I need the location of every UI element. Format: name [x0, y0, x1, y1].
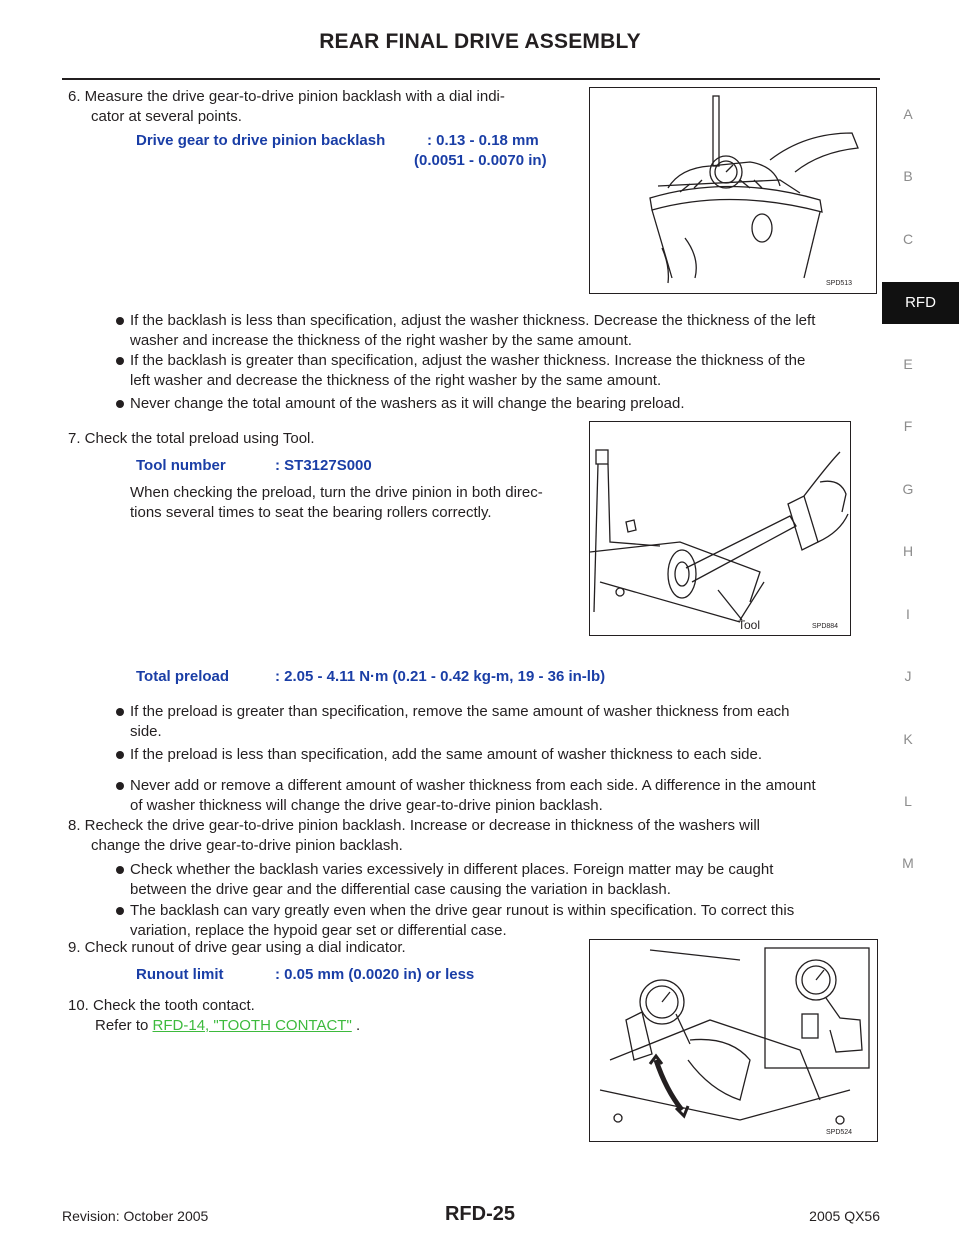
tooth-contact-link[interactable]: RFD-14, "TOOTH CONTACT" [152, 1017, 352, 1034]
figure-label-tool: Tool [738, 618, 761, 632]
side-index-c[interactable]: C [902, 231, 914, 247]
bullet-never-add-remove: Never add or remove a different amount of washer thickness from each side. A difference in the amount of washer thickness will change the drive gear-to-drive pinion backlash. [130, 776, 880, 816]
total-preload-label: Total preload [136, 668, 230, 685]
side-index-l[interactable]: L [904, 793, 912, 809]
refer-suffix: . [355, 1017, 361, 1034]
runout-limit-label: Runout limit [136, 966, 224, 983]
step-6-line2: cator at several points. [91, 108, 242, 125]
side-index-a[interactable]: A [903, 106, 913, 122]
step-7-line1: 7. Check the total preload using Tool. [68, 430, 315, 447]
tool-number-label: Tool number [136, 457, 226, 474]
step-8-line2: change the drive gear-to-drive pinion backlash. [91, 837, 403, 854]
footer-revision: Revision: October 2005 [62, 1208, 209, 1224]
bullet-preload-greater: If the preload is greater than specification, remove the same amount of washer thickness from each side. [130, 702, 880, 742]
runout-limit-value: : 0.05 mm (0.0020 in) or less [275, 966, 475, 983]
backlash-spec-value-mm: : 0.13 - 0.18 mm [427, 132, 539, 149]
backlash-spec-label: Drive gear to drive pinion backlash [136, 132, 386, 149]
step-10-line1: 10. Check the tooth contact. [68, 997, 255, 1014]
step-6-line1: 6. Measure the drive gear-to-drive pinion backlash with a dial indi- [68, 88, 505, 105]
bullet-backlash-less: If the backlash is less than specification, adjust the washer thickness. Decrease the thickness of the left washer and increase the thickness of the right washer by the same amount. [130, 311, 880, 351]
step-9-line1: 9. Check runout of drive gear using a dial indicator. [68, 939, 406, 956]
side-index-k[interactable]: K [903, 731, 913, 747]
header-rule [62, 78, 880, 80]
figure-code-spd513: SPD513 [826, 280, 853, 287]
step-7-note-line1: When checking the preload, turn the drive pinion in both direc- [130, 484, 543, 501]
side-index-e[interactable]: E [903, 356, 913, 372]
side-index-h[interactable]: H [902, 543, 914, 559]
footer-model: 2005 QX56 [809, 1208, 880, 1224]
backlash-spec-value-in: (0.0051 - 0.0070 in) [414, 152, 547, 169]
bullet-never-change-washers: Never change the total amount of the washers as it will change the bearing preload. [130, 394, 880, 414]
figure-runout-dial-indicator [589, 939, 878, 1142]
bullet-backlash-greater: If the backlash is greater than specification, adjust the washer thickness. Increase the thickness of the left washer and decrease the thickness of the right washer by the same amount. [130, 351, 880, 391]
tool-number-value: : ST3127S000 [275, 457, 372, 474]
footer-page-number: RFD-25 [444, 1203, 515, 1225]
side-index-m[interactable]: M [902, 855, 914, 871]
figure-code-spd884: SPD884 [812, 623, 839, 630]
step-8-line1: 8. Recheck the drive gear-to-drive pinion backlash. Increase or decrease in thickness of the washers will [68, 817, 761, 834]
figure-dial-indicator-backlash [589, 87, 877, 294]
side-index-rfd-active[interactable]: RFD [882, 282, 959, 324]
side-index-b[interactable]: B [903, 168, 913, 184]
preload-check-illustration [590, 422, 850, 635]
bullet-backlash-vary-greatly: The backlash can vary greatly even when the drive gear runout is within specification. To correct this variation, replace the hypoid gear set or differential case. [130, 901, 880, 941]
side-index-f[interactable]: F [903, 418, 913, 434]
side-index-g[interactable]: G [902, 481, 914, 497]
step-10-refer [95, 1016, 360, 1036]
backlash-measurement-illustration [590, 88, 876, 293]
side-index-i[interactable]: I [906, 606, 910, 622]
page-title: REAR FINAL DRIVE ASSEMBLY [319, 30, 641, 53]
step-7-note-line2: tions several times to seat the bearing rollers correctly. [130, 504, 492, 521]
bullet-check-backlash-varies: Check whether the backlash varies excessively in different places. Foreign matter may be caught between the drive gear and the differential case causing the variation in backlash. [130, 860, 880, 900]
refer-prefix: Refer to [95, 1017, 149, 1034]
bullet-preload-less: If the preload is less than specification, add the same amount of washer thickness to each side. [130, 745, 880, 765]
total-preload-value: : 2.05 - 4.11 N·m (0.21 - 0.42 kg-m, 19 - 36 in-lb) [275, 668, 606, 685]
figure-code-spd524: SPD524 [826, 1129, 853, 1136]
figure-preload-tool [589, 421, 851, 636]
side-index-j[interactable]: J [904, 668, 912, 684]
runout-check-illustration [590, 940, 877, 1141]
